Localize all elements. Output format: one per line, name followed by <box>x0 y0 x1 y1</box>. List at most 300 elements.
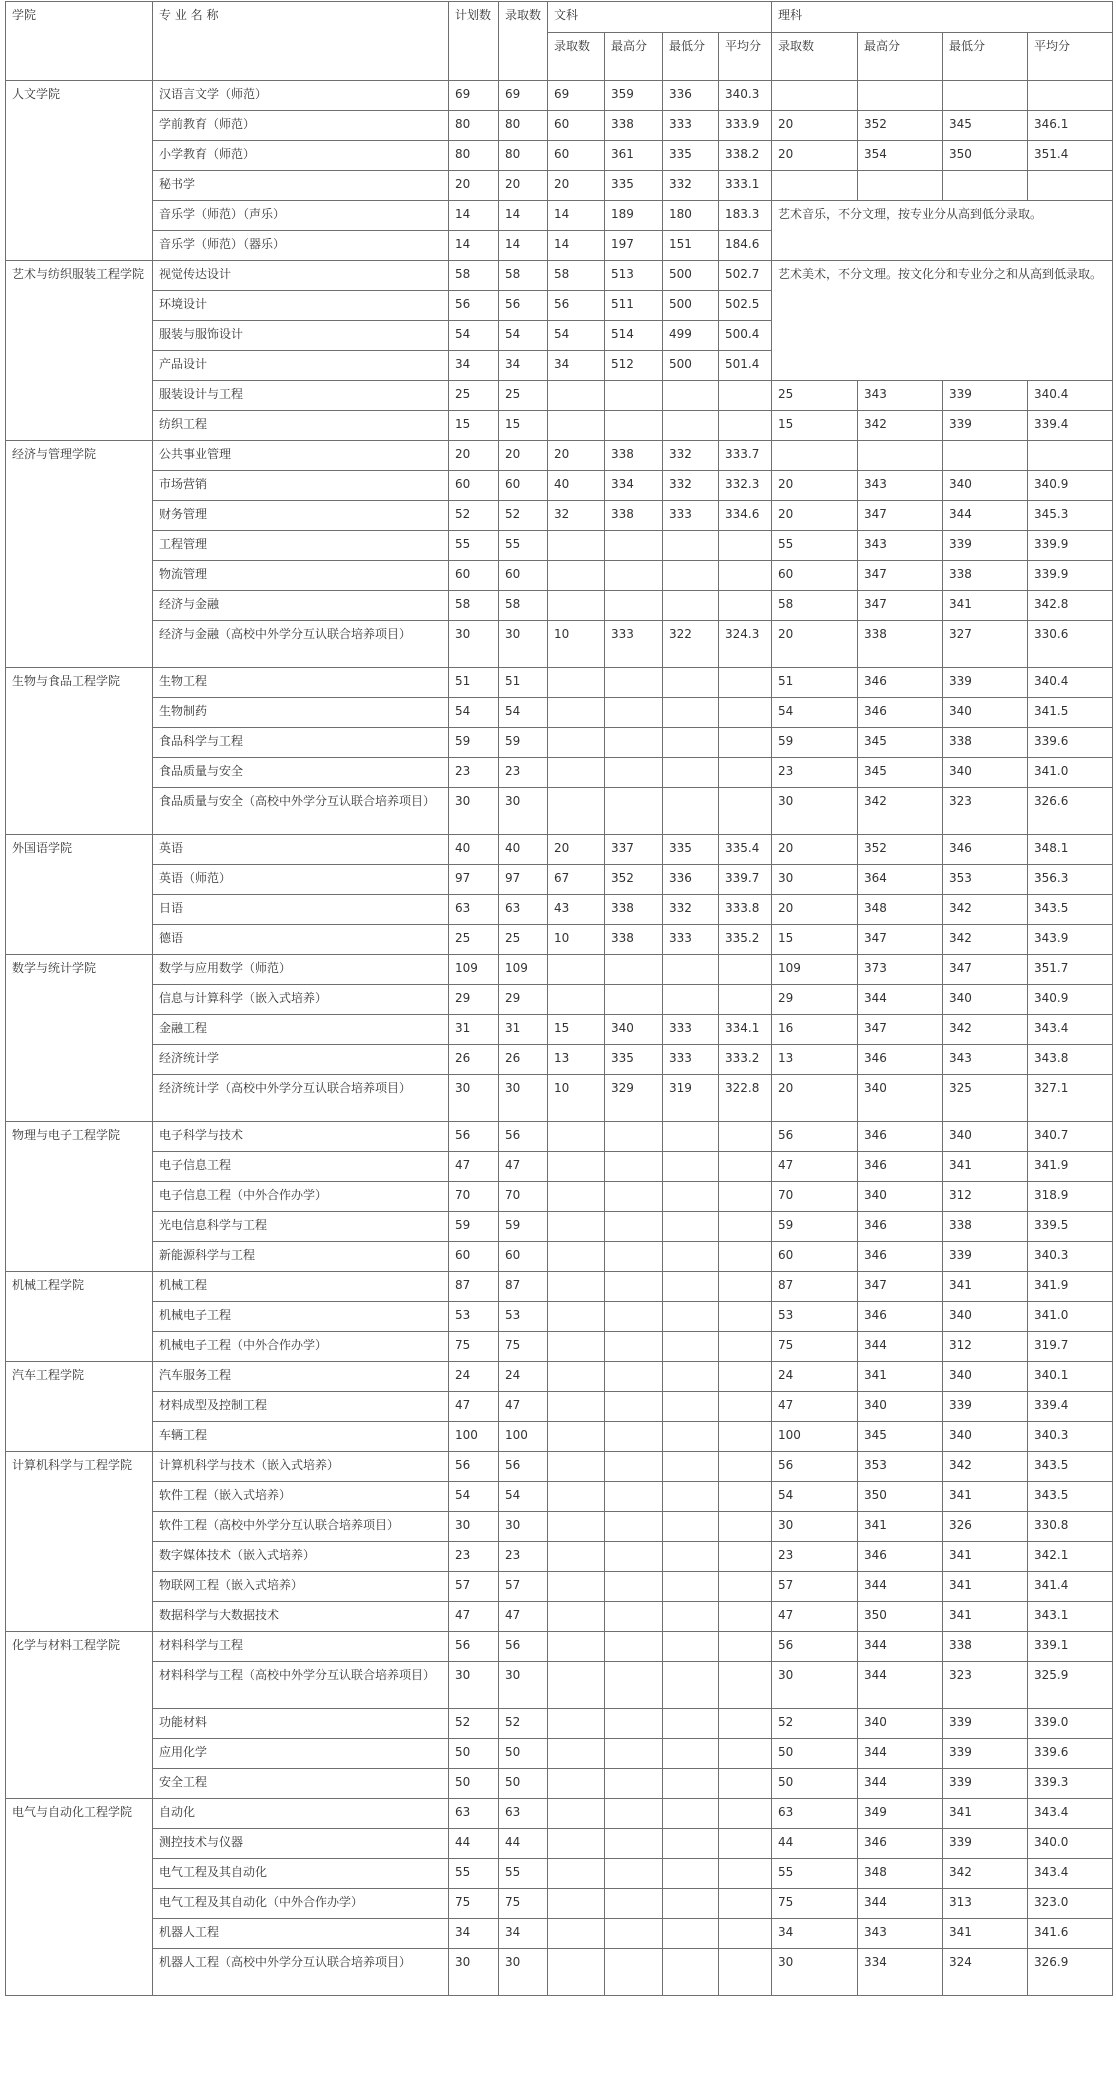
admit-count: 30 <box>499 1949 548 1996</box>
arts-admit <box>548 591 605 621</box>
admit-count: 75 <box>499 1332 548 1362</box>
sci-max: 353 <box>858 1452 943 1482</box>
table-row <box>6 171 1113 201</box>
plan-count: 56 <box>449 291 499 321</box>
sci-avg <box>1028 171 1113 201</box>
sci-min: 339 <box>943 1242 1028 1272</box>
major-name: 经济与金融 <box>153 591 449 621</box>
arts-avg <box>719 1739 772 1769</box>
table-row <box>6 835 1113 865</box>
sci-max: 338 <box>858 621 943 668</box>
sci-avg: 343.5 <box>1028 1482 1113 1512</box>
arts-min: 333 <box>663 111 719 141</box>
sci-max: 346 <box>858 698 943 728</box>
admit-count: 20 <box>499 441 548 471</box>
arts-max <box>605 985 663 1015</box>
sci-avg: 339.5 <box>1028 1212 1113 1242</box>
major-name: 功能材料 <box>153 1709 449 1739</box>
arts-avg <box>719 561 772 591</box>
sci-avg: 340.4 <box>1028 381 1113 411</box>
arts-admit <box>548 1769 605 1799</box>
table-row <box>6 1015 1113 1045</box>
arts-max: 338 <box>605 501 663 531</box>
arts-max <box>605 728 663 758</box>
table-row <box>6 1602 1113 1632</box>
college-name: 人文学院 <box>6 81 153 261</box>
sci-avg: 341.9 <box>1028 1272 1113 1302</box>
arts-admit: 20 <box>548 441 605 471</box>
arts-admit <box>548 411 605 441</box>
header-arts-admit: 录取数 <box>548 33 605 81</box>
sci-avg: 340.0 <box>1028 1829 1113 1859</box>
arts-avg: 333.1 <box>719 171 772 201</box>
arts-admit <box>548 1452 605 1482</box>
arts-avg: 333.9 <box>719 111 772 141</box>
table-row <box>6 501 1113 531</box>
plan-count: 60 <box>449 471 499 501</box>
plan-count: 55 <box>449 531 499 561</box>
sci-min <box>943 81 1028 111</box>
plan-count: 34 <box>449 351 499 381</box>
sci-admit: 16 <box>772 1015 858 1045</box>
sci-admit: 53 <box>772 1302 858 1332</box>
arts-max <box>605 1392 663 1422</box>
sci-admit: 13 <box>772 1045 858 1075</box>
sci-admit: 70 <box>772 1182 858 1212</box>
arts-min <box>663 1152 719 1182</box>
sci-max: 346 <box>858 1122 943 1152</box>
sci-max: 346 <box>858 1242 943 1272</box>
table-row <box>6 141 1113 171</box>
arts-admit <box>548 1272 605 1302</box>
arts-admit <box>548 1889 605 1919</box>
arts-avg <box>719 758 772 788</box>
major-name: 电气工程及其自动化 <box>153 1859 449 1889</box>
sci-max: 344 <box>858 1739 943 1769</box>
sci-max: 341 <box>858 1362 943 1392</box>
sci-max: 350 <box>858 1482 943 1512</box>
arts-max <box>605 1512 663 1542</box>
arts-max <box>605 1602 663 1632</box>
major-name: 电子信息工程（中外合作办学） <box>153 1182 449 1212</box>
arts-admit <box>548 1799 605 1829</box>
table-header <box>6 2 1113 81</box>
header-science: 理科 <box>772 2 1113 33</box>
arts-admit <box>548 1152 605 1182</box>
sci-admit: 100 <box>772 1422 858 1452</box>
sci-admit: 75 <box>772 1332 858 1362</box>
sci-min: 339 <box>943 668 1028 698</box>
arts-max <box>605 1212 663 1242</box>
sci-avg: 340.3 <box>1028 1422 1113 1452</box>
sci-avg: 342.8 <box>1028 591 1113 621</box>
arts-avg <box>719 1602 772 1632</box>
plan-count: 59 <box>449 728 499 758</box>
sci-admit: 58 <box>772 591 858 621</box>
arts-admit <box>548 1709 605 1739</box>
sci-admit: 55 <box>772 1859 858 1889</box>
major-name: 光电信息科学与工程 <box>153 1212 449 1242</box>
arts-avg <box>719 1889 772 1919</box>
sci-min: 342 <box>943 895 1028 925</box>
table-row <box>6 1302 1113 1332</box>
arts-max <box>605 1709 663 1739</box>
arts-admit <box>548 758 605 788</box>
sci-min: 341 <box>943 1272 1028 1302</box>
arts-max <box>605 788 663 835</box>
sci-avg: 339.6 <box>1028 728 1113 758</box>
sci-avg: 341.0 <box>1028 758 1113 788</box>
sci-admit: 20 <box>772 471 858 501</box>
sci-min: 341 <box>943 1799 1028 1829</box>
arts-max <box>605 758 663 788</box>
sci-admit: 20 <box>772 621 858 668</box>
sci-avg: 343.5 <box>1028 1452 1113 1482</box>
table-row <box>6 381 1113 411</box>
sci-min: 340 <box>943 1362 1028 1392</box>
major-name: 机械电子工程（中外合作办学） <box>153 1332 449 1362</box>
arts-avg <box>719 1859 772 1889</box>
arts-min: 332 <box>663 895 719 925</box>
sci-admit: 55 <box>772 531 858 561</box>
arts-max: 197 <box>605 231 663 261</box>
sci-avg: 341.4 <box>1028 1572 1113 1602</box>
sci-min: 313 <box>943 1889 1028 1919</box>
arts-min: 500 <box>663 261 719 291</box>
arts-min <box>663 1889 719 1919</box>
arts-min: 319 <box>663 1075 719 1122</box>
admit-count: 100 <box>499 1422 548 1452</box>
major-name: 自动化 <box>153 1799 449 1829</box>
admit-count: 30 <box>499 621 548 668</box>
table-row <box>6 201 1113 231</box>
arts-avg <box>719 1572 772 1602</box>
arts-max <box>605 1422 663 1452</box>
arts-admit: 67 <box>548 865 605 895</box>
sci-admit: 60 <box>772 561 858 591</box>
arts-max <box>605 1919 663 1949</box>
arts-avg: 335.4 <box>719 835 772 865</box>
arts-admit: 34 <box>548 351 605 381</box>
plan-count: 100 <box>449 1422 499 1452</box>
sci-avg: 326.6 <box>1028 788 1113 835</box>
sci-min: 338 <box>943 1632 1028 1662</box>
plan-count: 55 <box>449 1859 499 1889</box>
arts-admit <box>548 1662 605 1709</box>
sci-min: 324 <box>943 1949 1028 1996</box>
admission-score-table <box>5 1 1113 1996</box>
plan-count: 15 <box>449 411 499 441</box>
arts-max: 338 <box>605 111 663 141</box>
major-name: 服装与服饰设计 <box>153 321 449 351</box>
arts-avg: 333.8 <box>719 895 772 925</box>
plan-count: 25 <box>449 925 499 955</box>
sci-avg <box>1028 441 1113 471</box>
sci-admit: 60 <box>772 1242 858 1272</box>
arts-min <box>663 1452 719 1482</box>
sci-max: 364 <box>858 865 943 895</box>
table-row <box>6 591 1113 621</box>
plan-count: 29 <box>449 985 499 1015</box>
header-sci-min: 最低分 <box>943 33 1028 81</box>
arts-admit <box>548 1362 605 1392</box>
admit-count: 25 <box>499 925 548 955</box>
table-row <box>6 1769 1113 1799</box>
arts-max <box>605 1452 663 1482</box>
plan-count: 59 <box>449 1212 499 1242</box>
admit-count: 34 <box>499 351 548 381</box>
arts-avg: 502.5 <box>719 291 772 321</box>
sci-max: 343 <box>858 531 943 561</box>
arts-avg: 324.3 <box>719 621 772 668</box>
table-row <box>6 1272 1113 1302</box>
sci-avg: 340.9 <box>1028 471 1113 501</box>
plan-count: 60 <box>449 561 499 591</box>
sci-avg: 327.1 <box>1028 1075 1113 1122</box>
arts-admit <box>548 1212 605 1242</box>
arts-admit: 69 <box>548 81 605 111</box>
major-name: 物流管理 <box>153 561 449 591</box>
sci-avg: 325.9 <box>1028 1662 1113 1709</box>
plan-count: 70 <box>449 1182 499 1212</box>
sci-admit: 30 <box>772 1512 858 1542</box>
sci-min: 338 <box>943 561 1028 591</box>
admit-count: 87 <box>499 1272 548 1302</box>
major-name: 食品科学与工程 <box>153 728 449 758</box>
arts-admit: 60 <box>548 141 605 171</box>
sci-max: 340 <box>858 1709 943 1739</box>
table-row <box>6 1859 1113 1889</box>
sci-avg: 340.1 <box>1028 1362 1113 1392</box>
major-name: 物联网工程（嵌入式培养） <box>153 1572 449 1602</box>
arts-min: 332 <box>663 171 719 201</box>
major-name: 电子科学与技术 <box>153 1122 449 1152</box>
arts-admit <box>548 668 605 698</box>
arts-admit <box>548 1122 605 1152</box>
arts-max <box>605 668 663 698</box>
arts-min: 332 <box>663 471 719 501</box>
arts-min: 335 <box>663 835 719 865</box>
arts-min <box>663 1212 719 1242</box>
arts-min <box>663 1769 719 1799</box>
table-row <box>6 1829 1113 1859</box>
arts-admit: 10 <box>548 925 605 955</box>
sci-avg: 323.0 <box>1028 1889 1113 1919</box>
admit-count: 53 <box>499 1302 548 1332</box>
plan-count: 75 <box>449 1889 499 1919</box>
sci-max: 346 <box>858 1152 943 1182</box>
major-name: 食品质量与安全（高校中外学分互认联合培养项目） <box>153 788 449 835</box>
arts-min <box>663 1512 719 1542</box>
arts-max: 337 <box>605 835 663 865</box>
header-sci-max: 最高分 <box>858 33 943 81</box>
plan-count: 50 <box>449 1769 499 1799</box>
sci-max: 343 <box>858 381 943 411</box>
arts-min <box>663 1482 719 1512</box>
arts-avg <box>719 1452 772 1482</box>
plan-count: 30 <box>449 1662 499 1709</box>
arts-min <box>663 758 719 788</box>
arts-min <box>663 1272 719 1302</box>
admit-count: 56 <box>499 291 548 321</box>
arts-admit <box>548 1512 605 1542</box>
sci-max: 344 <box>858 1332 943 1362</box>
admit-count: 54 <box>499 321 548 351</box>
admit-count: 59 <box>499 1212 548 1242</box>
sci-admit: 20 <box>772 141 858 171</box>
sci-max: 345 <box>858 758 943 788</box>
sci-avg: 346.1 <box>1028 111 1113 141</box>
table-row <box>6 955 1113 985</box>
sci-max <box>858 171 943 201</box>
plan-count: 51 <box>449 668 499 698</box>
header-plan: 计划数 <box>449 2 499 81</box>
arts-min: 500 <box>663 291 719 321</box>
major-name: 软件工程（高校中外学分互认联合培养项目） <box>153 1512 449 1542</box>
plan-count: 23 <box>449 758 499 788</box>
arts-min <box>663 1632 719 1662</box>
admit-count: 26 <box>499 1045 548 1075</box>
science-note: 艺术音乐，不分文理，按专业分从高到低分录取。 <box>772 201 1113 261</box>
admit-count: 30 <box>499 788 548 835</box>
major-name: 小学教育（师范） <box>153 141 449 171</box>
major-name: 经济统计学（高校中外学分互认联合培养项目） <box>153 1075 449 1122</box>
admit-count: 14 <box>499 201 548 231</box>
major-name: 财务管理 <box>153 501 449 531</box>
arts-avg <box>719 1212 772 1242</box>
sci-admit: 29 <box>772 985 858 1015</box>
arts-avg: 335.2 <box>719 925 772 955</box>
arts-admit <box>548 1859 605 1889</box>
arts-avg <box>719 668 772 698</box>
arts-admit <box>548 1602 605 1632</box>
sci-max: 347 <box>858 561 943 591</box>
arts-avg <box>719 1272 772 1302</box>
arts-min <box>663 1662 719 1709</box>
major-name: 秘书学 <box>153 171 449 201</box>
arts-min <box>663 1829 719 1859</box>
plan-count: 30 <box>449 788 499 835</box>
plan-count: 23 <box>449 1542 499 1572</box>
arts-admit <box>548 1572 605 1602</box>
sci-min: 339 <box>943 1709 1028 1739</box>
arts-max <box>605 561 663 591</box>
plan-count: 44 <box>449 1829 499 1859</box>
admit-count: 51 <box>499 668 548 698</box>
arts-avg: 501.4 <box>719 351 772 381</box>
table-row <box>6 985 1113 1015</box>
header-arts: 文科 <box>548 2 772 33</box>
arts-avg: 184.6 <box>719 231 772 261</box>
arts-avg <box>719 1919 772 1949</box>
sci-avg: 348.1 <box>1028 835 1113 865</box>
table-row <box>6 1392 1113 1422</box>
arts-admit <box>548 728 605 758</box>
plan-count: 52 <box>449 1709 499 1739</box>
sci-max: 344 <box>858 1889 943 1919</box>
sci-max: 346 <box>858 1542 943 1572</box>
table-row <box>6 1632 1113 1662</box>
arts-max <box>605 1662 663 1709</box>
sci-min: 339 <box>943 1739 1028 1769</box>
plan-count: 30 <box>449 1075 499 1122</box>
plan-count: 14 <box>449 231 499 261</box>
sci-admit: 30 <box>772 1949 858 1996</box>
admit-count: 80 <box>499 111 548 141</box>
sci-avg: 340.9 <box>1028 985 1113 1015</box>
college-name: 化学与材料工程学院 <box>6 1632 153 1799</box>
sci-min: 339 <box>943 1392 1028 1422</box>
sci-min: 340 <box>943 471 1028 501</box>
sci-min: 339 <box>943 531 1028 561</box>
arts-avg <box>719 698 772 728</box>
admit-count: 23 <box>499 1542 548 1572</box>
admit-count: 97 <box>499 865 548 895</box>
admit-count: 40 <box>499 835 548 865</box>
college-name: 生物与食品工程学院 <box>6 668 153 835</box>
header-sci-admit: 录取数 <box>772 33 858 81</box>
arts-min <box>663 955 719 985</box>
sci-min: 353 <box>943 865 1028 895</box>
major-name: 食品质量与安全 <box>153 758 449 788</box>
major-name: 机器人工程 <box>153 1919 449 1949</box>
sci-avg: 339.4 <box>1028 1392 1113 1422</box>
sci-min: 323 <box>943 1662 1028 1709</box>
admit-count: 47 <box>499 1602 548 1632</box>
arts-avg: 322.8 <box>719 1075 772 1122</box>
science-note: 艺术美术，不分文理。按文化分和专业分之和从高到低录取。 <box>772 261 1113 381</box>
arts-admit: 13 <box>548 1045 605 1075</box>
table-row <box>6 411 1113 441</box>
arts-min <box>663 1362 719 1392</box>
arts-max: 334 <box>605 471 663 501</box>
sci-min: 345 <box>943 111 1028 141</box>
arts-avg <box>719 1362 772 1392</box>
arts-min <box>663 668 719 698</box>
arts-avg <box>719 381 772 411</box>
arts-admit <box>548 1302 605 1332</box>
sci-max: 340 <box>858 1392 943 1422</box>
arts-min <box>663 1242 719 1272</box>
arts-avg <box>719 1949 772 1996</box>
college-name: 数学与统计学院 <box>6 955 153 1122</box>
major-name: 日语 <box>153 895 449 925</box>
plan-count: 24 <box>449 1362 499 1392</box>
arts-avg <box>719 591 772 621</box>
sci-avg: 339.6 <box>1028 1739 1113 1769</box>
major-name: 音乐学（师范）（器乐） <box>153 231 449 261</box>
sci-admit <box>772 81 858 111</box>
sci-min: 343 <box>943 1045 1028 1075</box>
arts-admit: 10 <box>548 1075 605 1122</box>
arts-min <box>663 1302 719 1332</box>
major-name: 经济与金融（高校中外学分互认联合培养项目） <box>153 621 449 668</box>
arts-avg <box>719 1512 772 1542</box>
college-name: 机械工程学院 <box>6 1272 153 1362</box>
table-row <box>6 1122 1113 1152</box>
arts-admit <box>548 1422 605 1452</box>
arts-min <box>663 1422 719 1452</box>
sci-admit: 56 <box>772 1122 858 1152</box>
arts-min <box>663 698 719 728</box>
arts-admit <box>548 1632 605 1662</box>
arts-max <box>605 1769 663 1799</box>
sci-avg: 341.5 <box>1028 698 1113 728</box>
table-row <box>6 1452 1113 1482</box>
sci-max: 340 <box>858 1182 943 1212</box>
arts-admit <box>548 1829 605 1859</box>
arts-max <box>605 1152 663 1182</box>
